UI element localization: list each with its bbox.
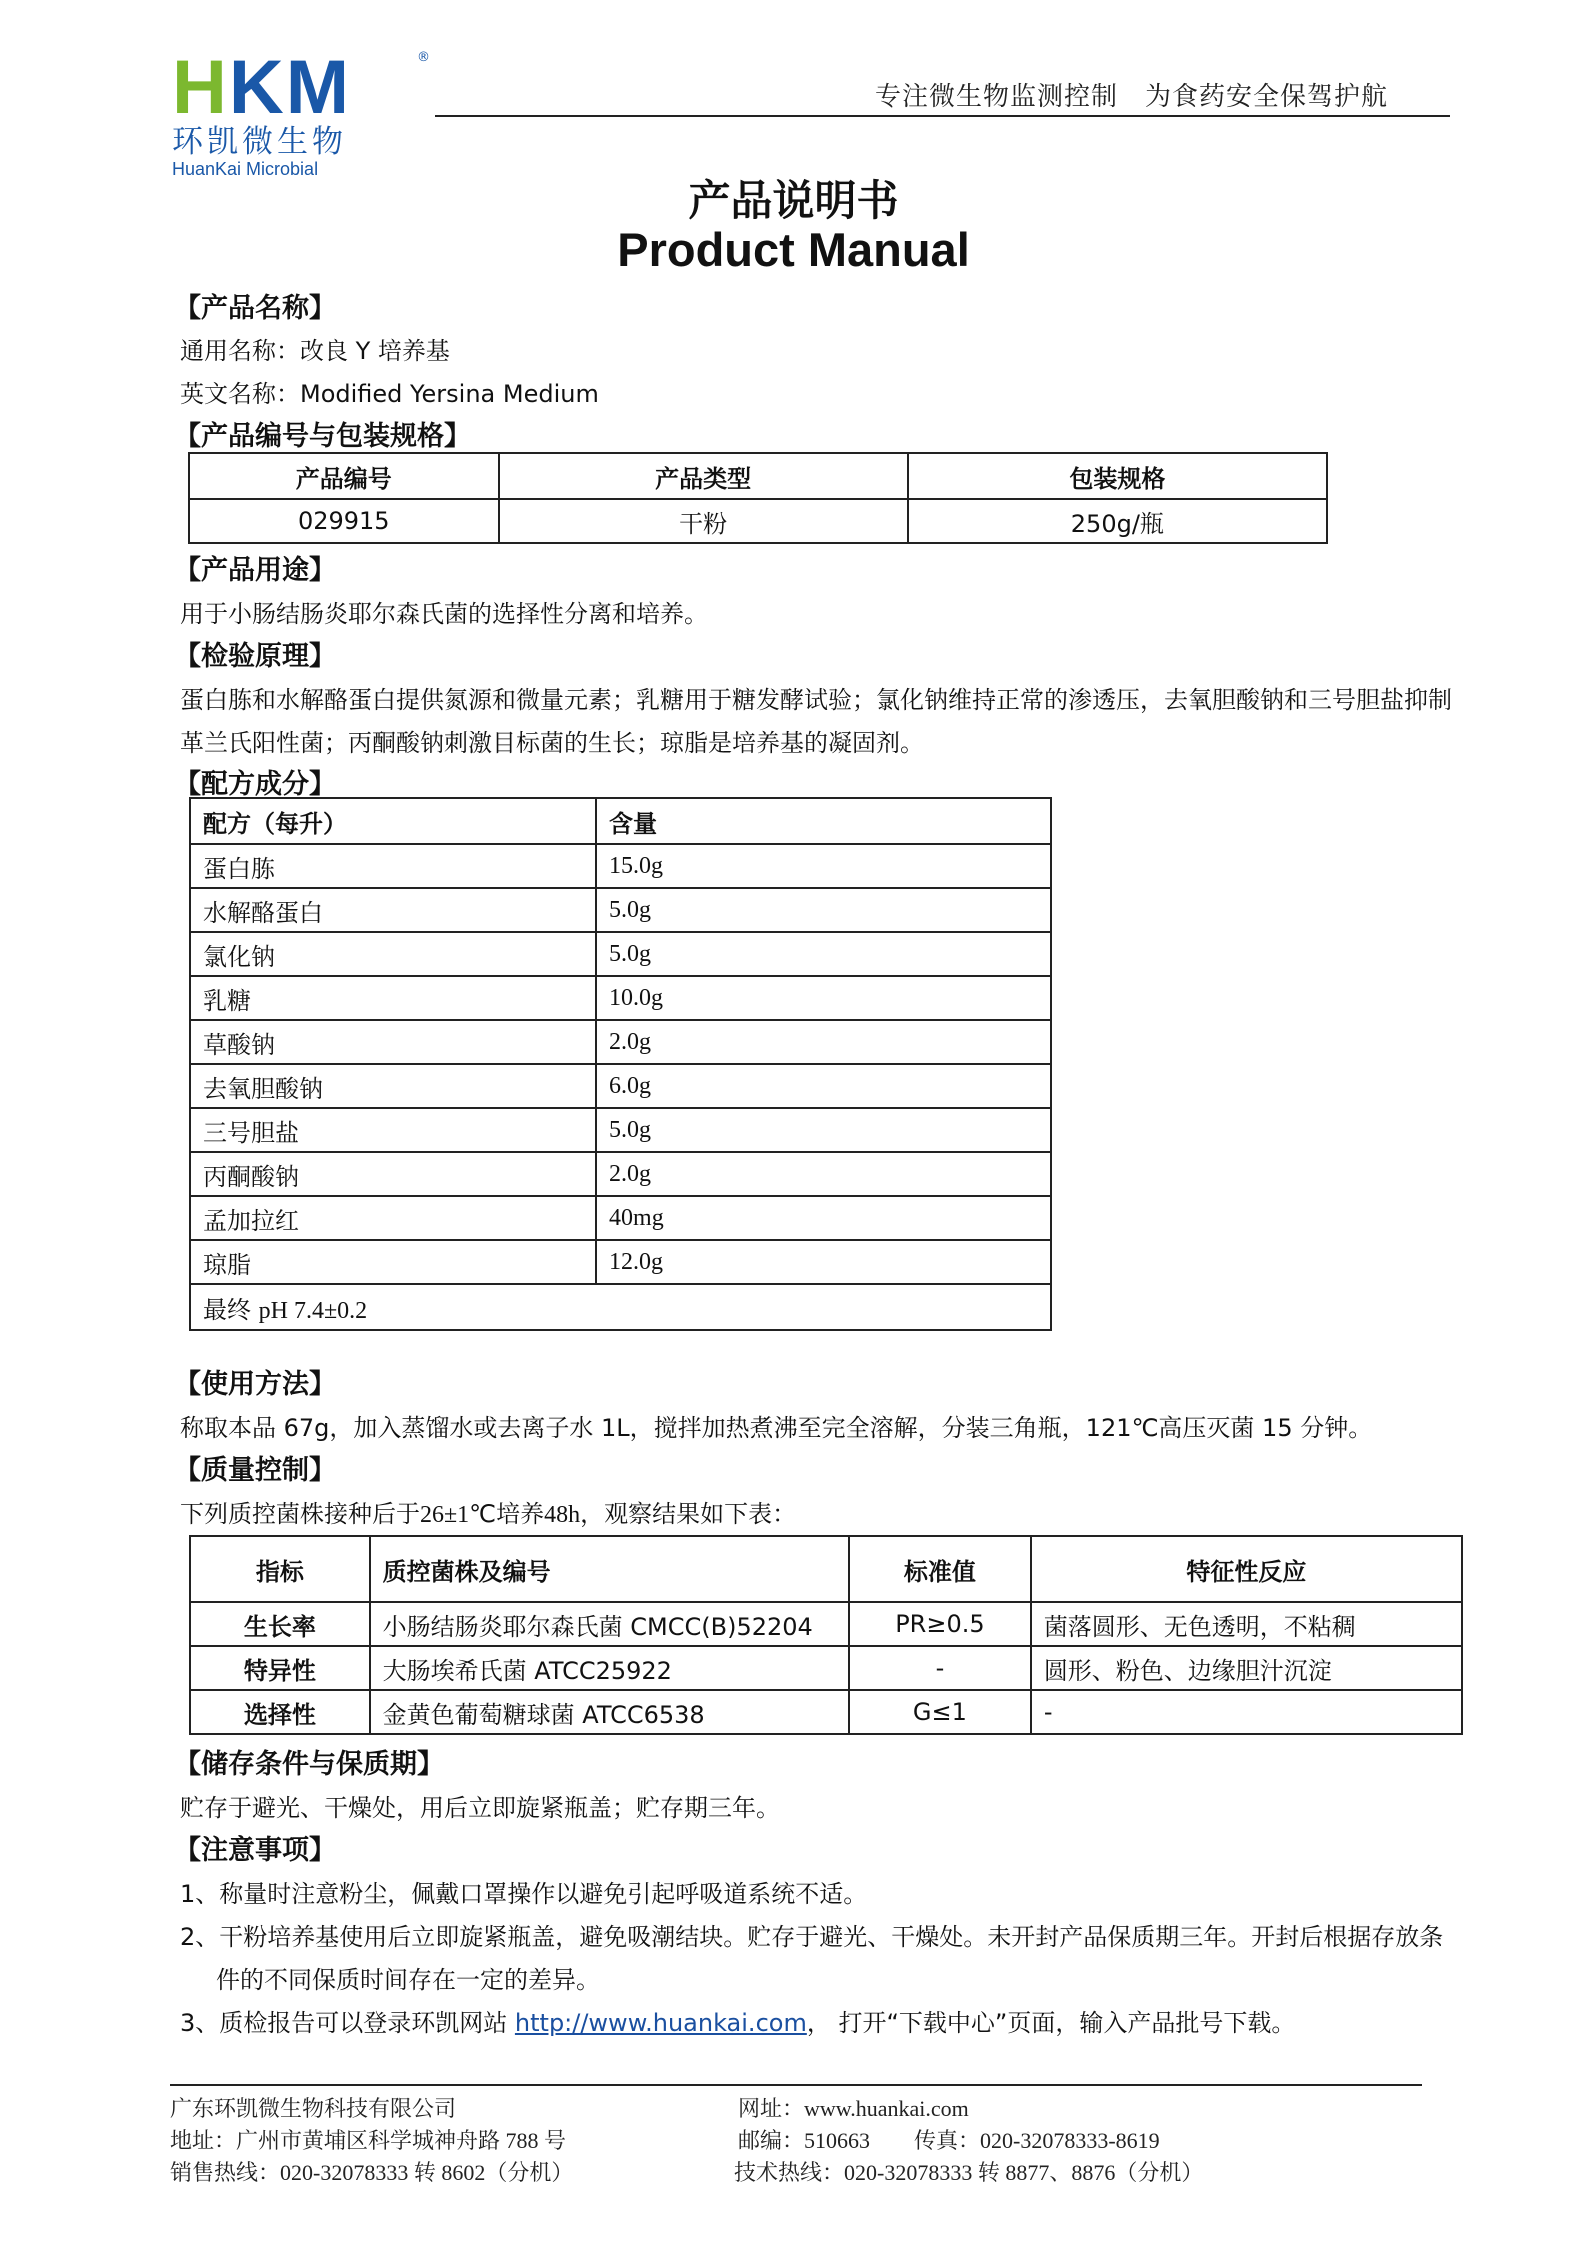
footer-website: 网址：www.huankai.com bbox=[738, 2096, 969, 2121]
qc-intro-a: 下列质控菌株接种后于 bbox=[180, 1500, 420, 1528]
note-item-3-text-b: ， 打开“下载中心”页面，输入产品批号下载。 bbox=[806, 2009, 1296, 2037]
note-item-1: 1、称量时注意粉尘，佩戴口罩操作以避免引起呼吸道系统不适。 bbox=[180, 1880, 868, 1908]
qc-indicator: 特异性 bbox=[190, 1646, 370, 1690]
footer-sales-hotline: 销售热线：020-32078333 转 8602（分机） bbox=[170, 2160, 574, 2185]
table-row bbox=[190, 844, 1051, 888]
generic-name-value: 改良 Y 培养基 bbox=[300, 337, 450, 365]
ingredient-amount: 6.0g bbox=[596, 1064, 1051, 1108]
generic-name-line bbox=[180, 331, 450, 366]
section-heading-product-name: 【产品名称】 bbox=[174, 293, 336, 324]
column-header-product-type: 产品类型 bbox=[499, 453, 908, 499]
table-header-row bbox=[190, 798, 1051, 844]
section-heading-usage: 【产品用途】 bbox=[174, 555, 336, 586]
website-link[interactable]: http://www.huankai.com bbox=[514, 2009, 807, 2037]
qc-intro-c: ，观察结果如下表： bbox=[580, 1500, 797, 1528]
qc-reaction: - bbox=[1031, 1690, 1462, 1734]
section-heading-principle: 【检验原理】 bbox=[174, 641, 336, 672]
document-title-chinese: 产品说明书 bbox=[688, 176, 899, 225]
final-ph-value: pH 7.4±0.2 bbox=[258, 1297, 368, 1324]
qc-intro bbox=[180, 1494, 796, 1529]
ingredient-name: 氯化钠 bbox=[190, 932, 596, 976]
footer-divider bbox=[170, 2084, 1422, 2086]
qc-intro-time: 48h bbox=[544, 1502, 581, 1528]
product-type-cell: 干粉 bbox=[499, 499, 908, 543]
column-header-product-code: 产品编号 bbox=[189, 453, 499, 499]
section-heading-package: 【产品编号与包装规格】 bbox=[174, 421, 471, 452]
ingredient-name: 草酸钠 bbox=[190, 1020, 596, 1064]
ingredient-name: 乳糖 bbox=[190, 976, 596, 1020]
ingredient-amount: 5.0g bbox=[596, 888, 1051, 932]
ingredient-name: 三号胆盐 bbox=[190, 1108, 596, 1152]
note-item-3 bbox=[180, 2003, 1295, 2038]
ingredient-amount: 15.0g bbox=[596, 844, 1051, 888]
qc-standard: G≤1 bbox=[849, 1690, 1031, 1734]
principle-text-line-2: 革兰氏阳性菌；丙酮酸钠刺激目标菌的生长；琼脂是培养基的凝固剂。 bbox=[180, 729, 924, 757]
registered-mark: ® bbox=[417, 50, 430, 65]
package-size-cell: 250g/瓶 bbox=[908, 499, 1327, 543]
method-text: 称取本品 67g，加入蒸馏水或去离子水 1L，搅拌加热煮沸至完全溶解，分装三角瓶，121℃高压灭菌 15 分钟。 bbox=[180, 1414, 1373, 1442]
footer-postcode-fax: 邮编：510663 传真：020-32078333-8619 bbox=[738, 2128, 1160, 2153]
note-item-2-line-2: 件的不同保质时间存在一定的差异。 bbox=[216, 1966, 600, 1994]
table-row bbox=[189, 499, 1327, 543]
ingredient-name: 孟加拉红 bbox=[190, 1196, 596, 1240]
logo-mark-text: HKM bbox=[172, 45, 352, 130]
section-heading-formula: 【配方成分】 bbox=[174, 769, 336, 800]
column-header-indicator: 指标 bbox=[190, 1536, 370, 1602]
english-name-line bbox=[180, 374, 599, 409]
document-title-english: Product Manual bbox=[617, 223, 970, 276]
qc-reaction: 菌落圆形、无色透明，不粘稠 bbox=[1031, 1602, 1462, 1646]
qc-strain: 大肠埃希氏菌 ATCC25922 bbox=[370, 1646, 849, 1690]
header-divider bbox=[435, 115, 1450, 117]
ingredient-name: 去氧胆酸钠 bbox=[190, 1064, 596, 1108]
logo-chinese-name: 环凯微生物 bbox=[172, 124, 347, 160]
ingredient-name: 丙酮酸钠 bbox=[190, 1152, 596, 1196]
product-code-cell: 029915 bbox=[189, 499, 499, 543]
table-row bbox=[190, 1602, 1462, 1646]
final-ph-cell bbox=[190, 1284, 1051, 1330]
qc-standard: PR≥0.5 bbox=[849, 1602, 1031, 1646]
section-heading-quality-control: 【质量控制】 bbox=[174, 1455, 336, 1486]
qc-standard: - bbox=[849, 1646, 1031, 1690]
quality-control-table bbox=[189, 1535, 1463, 1735]
ingredient-name: 水解酪蛋白 bbox=[190, 888, 596, 932]
storage-text: 贮存于避光、干燥处，用后立即旋紧瓶盖；贮存期三年。 bbox=[180, 1794, 780, 1822]
qc-strain: 金黄色葡萄糖球菌 ATCC6538 bbox=[370, 1690, 849, 1734]
section-heading-notes: 【注意事项】 bbox=[174, 1835, 336, 1866]
logo-english-name: HuanKai Microbial bbox=[172, 159, 319, 179]
ingredient-amount: 10.0g bbox=[596, 976, 1051, 1020]
column-header-reaction: 特征性反应 bbox=[1031, 1536, 1462, 1602]
usage-text: 用于小肠结肠炎耶尔森氏菌的选择性分离和培养。 bbox=[180, 600, 708, 628]
column-header-strain: 质控菌株及编号 bbox=[370, 1536, 849, 1602]
table-header-row bbox=[189, 453, 1327, 499]
table-row bbox=[190, 976, 1051, 1020]
column-header-standard: 标准值 bbox=[849, 1536, 1031, 1602]
table-row-final-ph bbox=[190, 1284, 1051, 1330]
header-slogan: 专注微生物监测控制 为食药安全保驾护航 bbox=[875, 82, 1389, 112]
footer-tech-hotline: 技术热线：020-32078333 转 8877、8876（分机） bbox=[734, 2160, 1204, 2185]
column-header-amount: 含量 bbox=[596, 798, 1051, 844]
qc-intro-b: 培养 bbox=[496, 1500, 545, 1528]
note-item-2-line-1: 2、干粉培养基使用后立即旋紧瓶盖，避免吸潮结块。贮存于避光、干燥处。未开封产品保质期三年。开封后根据存放条 bbox=[180, 1923, 1444, 1951]
footer-company: 广东环凯微生物科技有限公司 bbox=[170, 2096, 457, 2121]
table-row bbox=[190, 1196, 1051, 1240]
table-row bbox=[190, 1646, 1462, 1690]
ingredient-name: 琼脂 bbox=[190, 1240, 596, 1284]
table-row bbox=[190, 888, 1051, 932]
ingredient-amount: 2.0g bbox=[596, 1152, 1051, 1196]
ingredient-amount: 40mg bbox=[596, 1196, 1051, 1240]
table-row bbox=[190, 1152, 1051, 1196]
section-heading-method: 【使用方法】 bbox=[174, 1369, 336, 1400]
qc-intro-temperature: 26±1℃ bbox=[420, 1502, 497, 1528]
english-name-value: Modified Yersina Medium bbox=[300, 380, 599, 408]
table-row bbox=[190, 1690, 1462, 1734]
qc-strain: 小肠结肠炎耶尔森氏菌 CMCC(B)52204 bbox=[370, 1602, 849, 1646]
table-row bbox=[190, 1240, 1051, 1284]
ingredient-amount: 2.0g bbox=[596, 1020, 1051, 1064]
column-header-formula: 配方（每升） bbox=[190, 798, 596, 844]
ingredient-amount: 12.0g bbox=[596, 1240, 1051, 1284]
company-logo bbox=[172, 45, 432, 179]
package-table bbox=[188, 452, 1328, 544]
table-row bbox=[190, 1064, 1051, 1108]
generic-name-label: 通用名称： bbox=[180, 337, 300, 365]
table-header-row bbox=[190, 1536, 1462, 1602]
table-row bbox=[190, 1020, 1051, 1064]
note-item-3-text-a: 3、质检报告可以登录环凯网站 bbox=[180, 2009, 515, 2037]
column-header-package-size: 包装规格 bbox=[908, 453, 1327, 499]
principle-text-line-1: 蛋白胨和水解酪蛋白提供氮源和微量元素；乳糖用于糖发酵试验；氯化钠维持正常的渗透压，去氧胆酸钠和三号胆盐抑制 bbox=[180, 686, 1452, 714]
formula-table bbox=[189, 797, 1052, 1331]
qc-indicator: 生长率 bbox=[190, 1602, 370, 1646]
ingredient-name: 蛋白胨 bbox=[190, 844, 596, 888]
ingredient-amount: 5.0g bbox=[596, 932, 1051, 976]
section-heading-storage: 【储存条件与保质期】 bbox=[174, 1749, 444, 1780]
table-row bbox=[190, 932, 1051, 976]
english-name-label: 英文名称： bbox=[180, 380, 300, 408]
final-ph-label: 最终 bbox=[203, 1295, 251, 1324]
ingredient-amount: 5.0g bbox=[596, 1108, 1051, 1152]
footer-address: 地址：广州市黄埔区科学城神舟路 788 号 bbox=[170, 2128, 567, 2153]
table-row bbox=[190, 1108, 1051, 1152]
qc-indicator: 选择性 bbox=[190, 1690, 370, 1734]
logo-mark bbox=[172, 45, 432, 130]
qc-reaction: 圆形、粉色、边缘胆汁沉淀 bbox=[1031, 1646, 1462, 1690]
